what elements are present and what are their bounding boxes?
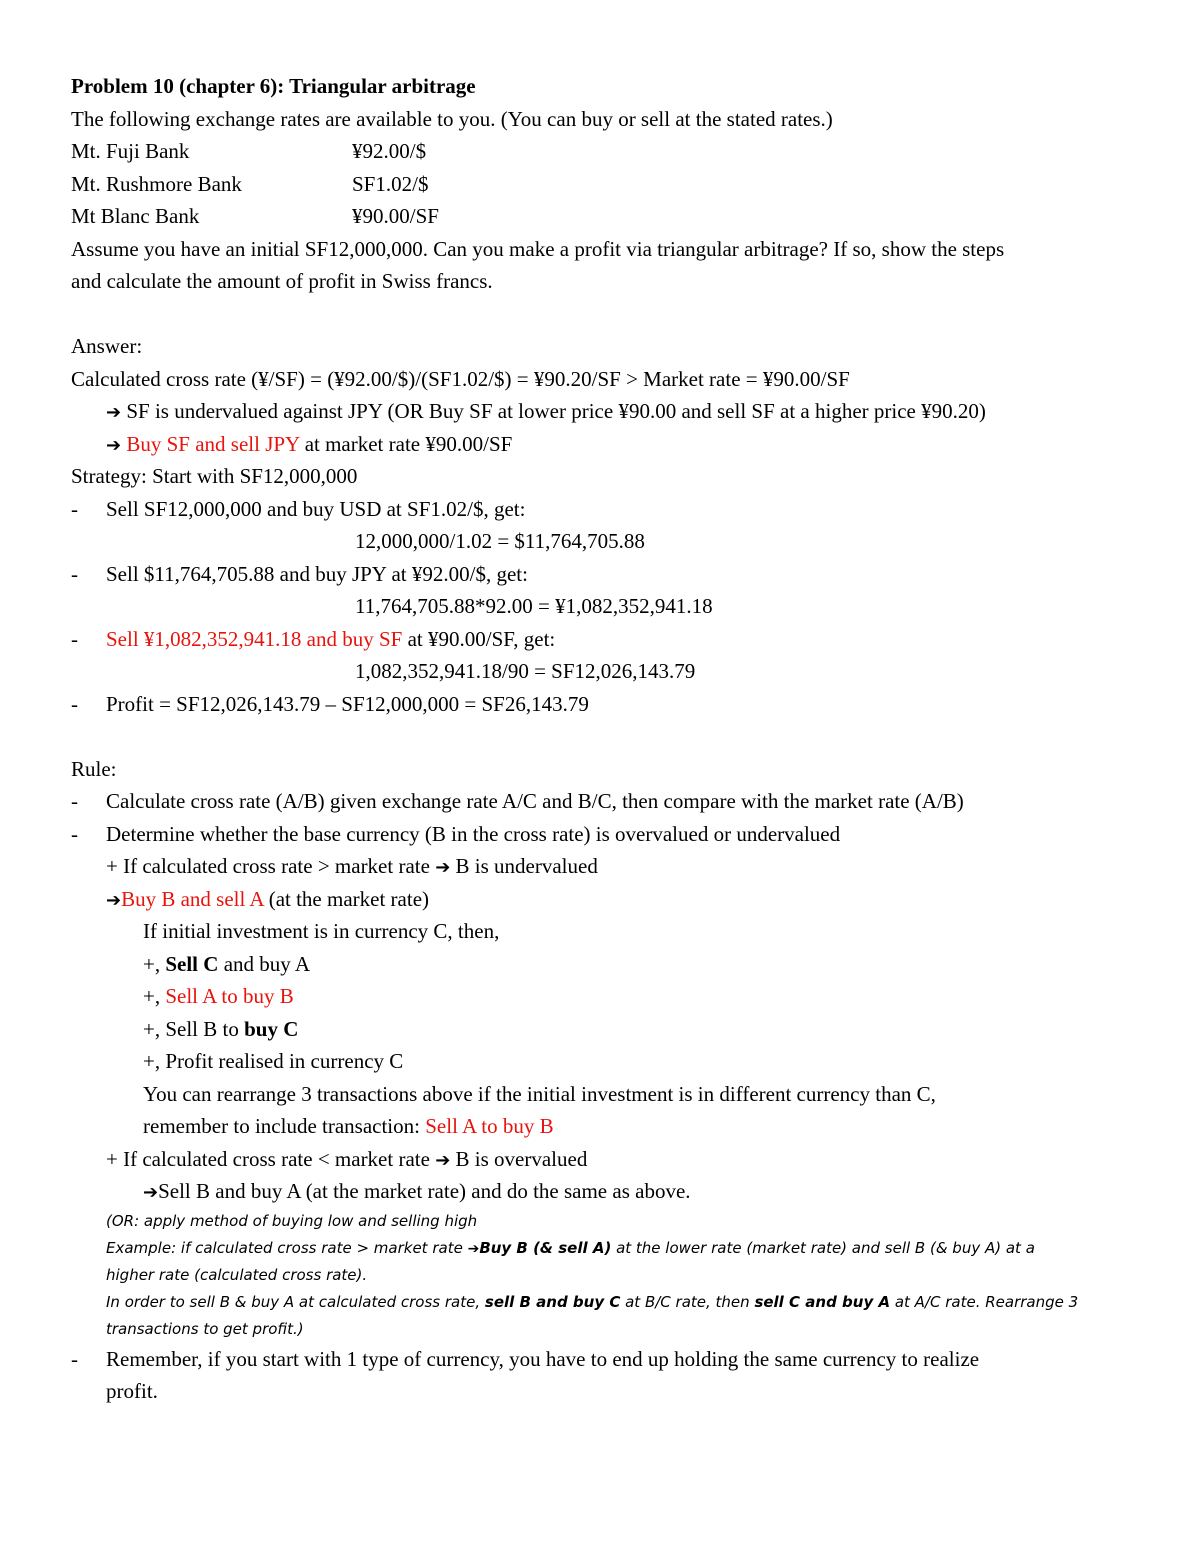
right-arrow-icon: ➔ <box>435 857 451 878</box>
right-arrow-icon: ➔ <box>143 1182 159 1203</box>
answer-label: Answer: <box>71 334 143 358</box>
bold-text: Buy B (& sell A) <box>479 1238 612 1257</box>
rule-2-text: Determine whether the base currency (B in the cross rate) is overvalued or undervalued <box>106 821 841 846</box>
bold-text: sell C and buy A <box>754 1292 891 1311</box>
transaction-text: Sell B to <box>165 1016 245 1041</box>
note-line-5: transactions to get profit.) <box>106 1319 304 1338</box>
arrow-line-1-text: SF is undervalued against JPY (OR Buy SF at lower price ¥90.00 and sell SF at a higher price ¥90.20) <box>126 399 986 423</box>
transaction-text: and buy A <box>218 951 311 976</box>
transaction-1 <box>71 948 1151 981</box>
list-dash: - <box>71 789 78 813</box>
highlight-text: Buy SF and sell JPY <box>126 431 300 456</box>
case-1-action-text: (at the market rate) <box>263 886 430 911</box>
right-arrow-icon: ➔ <box>467 1240 480 1257</box>
remember-line-2 <box>71 1375 1151 1408</box>
cross-rate-line: Calculated cross rate (¥/SF) = (¥92.00/$)/(SF1.02/$) = ¥90.20/SF > Market rate = ¥90.00/SF <box>71 366 850 391</box>
case-2-text: + If calculated cross rate < market rate <box>106 1146 436 1171</box>
highlight-text: Sell A to buy B <box>425 1114 554 1138</box>
list-dash: - <box>71 561 78 586</box>
transaction-text: Profit realised in currency C <box>165 1049 404 1073</box>
right-arrow-icon: ➔ <box>106 434 122 456</box>
right-arrow-icon: ➔ <box>106 402 122 423</box>
arrow-line-2 <box>71 428 1151 461</box>
arrow-line-2-text: at market rate ¥90.00/SF <box>299 431 513 456</box>
bank-name: Mt. Fuji Bank <box>71 139 190 163</box>
step-2-text: Sell $11,764,705.88 and buy JPY at ¥92.00/$, get: <box>106 561 528 586</box>
transaction-3 <box>71 1013 1151 1046</box>
bank-name: Mt. Rushmore Bank <box>71 171 242 196</box>
plus-prefix: +, <box>143 984 166 1008</box>
step-3-text: at ¥90.00/SF, get: <box>402 626 556 651</box>
plus-prefix: +, <box>143 951 166 976</box>
problem-title: Problem 10 (chapter 6): Triangular arbitrage <box>71 74 476 98</box>
spacer <box>71 720 1151 753</box>
document-page <box>71 70 1151 1408</box>
bank-rate: ¥90.00/SF <box>352 204 439 228</box>
step-4 <box>71 688 1151 721</box>
case-undervalued <box>71 850 1151 883</box>
spacer <box>71 298 1151 331</box>
rate-row-rushmore <box>71 168 1151 201</box>
note-line-3: higher rate (calculated cross rate). <box>106 1265 368 1284</box>
remember-text: profit. <box>106 1379 158 1403</box>
case-1-text: + If calculated cross rate > market rate <box>106 854 436 878</box>
bank-rate: ¥92.00/$ <box>352 139 427 163</box>
rule-1-text: Calculate cross rate (A/B) given exchange rate A/C and B/C, then compare with the market rate (A/B) <box>106 789 964 813</box>
rule-label: Rule: <box>71 756 117 781</box>
list-dash: - <box>71 691 78 716</box>
step-1-text: Sell SF12,000,000 and buy USD at SF1.02/$, get: <box>106 496 526 521</box>
note-text: at B/C rate, then <box>620 1292 755 1311</box>
note-text: at A/C rate. Rearrange 3 <box>890 1292 1079 1311</box>
note-line-2 <box>71 1235 1151 1262</box>
rule-2 <box>71 818 1151 851</box>
rate-row-fuji <box>71 135 1151 168</box>
rearrange-line-2 <box>71 1110 1151 1143</box>
case-2-action <box>71 1175 1151 1208</box>
rearrange-text: remember to include transaction: <box>143 1114 426 1138</box>
list-dash: - <box>71 1346 78 1371</box>
step-1-calc: 12,000,000/1.02 = $11,764,705.88 <box>355 529 645 553</box>
remember-line-1 <box>71 1343 1151 1376</box>
bank-rate: SF1.02/$ <box>352 171 429 196</box>
step-2-calc: 11,764,705.88*92.00 = ¥1,082,352,941.18 <box>355 594 713 618</box>
initial-c-line: If initial investment is in currency C, then, <box>143 919 500 943</box>
step-4-text: Profit = SF12,026,143.79 – SF12,000,000 = SF26,143.79 <box>106 691 589 716</box>
list-dash: - <box>71 821 78 846</box>
transaction-2 <box>71 980 1151 1013</box>
list-dash: - <box>71 626 78 651</box>
case-1-action <box>71 883 1151 916</box>
step-1 <box>71 493 1151 526</box>
case-2-action-text: Sell B and buy A (at the market rate) and do the same as above. <box>158 1179 691 1203</box>
rate-row-blanc <box>71 200 1151 233</box>
plus-prefix: +, <box>143 1049 166 1073</box>
strategy-line: Strategy: Start with SF12,000,000 <box>71 464 358 488</box>
note-text: Example: if calculated cross rate > market rate <box>106 1238 468 1257</box>
note-text: at the lower rate (market rate) and sell B (& buy A) at a <box>611 1238 1035 1257</box>
note-line-1: (OR: apply method of buying low and selling high <box>106 1211 478 1230</box>
note-line-4 <box>71 1289 1151 1316</box>
right-arrow-icon: ➔ <box>106 889 122 911</box>
step-3 <box>71 623 1151 656</box>
note-text: In order to sell B & buy A at calculated cross rate, <box>106 1292 485 1311</box>
question-line-1: Assume you have an initial SF12,000,000. Can you make a profit via triangular arbitrage? If so, show the steps <box>71 236 1005 261</box>
question-line-2: and calculate the amount of profit in Swiss francs. <box>71 269 493 293</box>
intro-text: The following exchange rates are available to you. (You can buy or sell at the stated rates.) <box>71 106 833 131</box>
step-2 <box>71 558 1151 591</box>
transaction-4 <box>71 1045 1151 1078</box>
bold-text: sell B and buy C <box>484 1292 621 1311</box>
case-1-result: B is undervalued <box>450 854 598 878</box>
case-2-result: B is overvalued <box>450 1146 588 1171</box>
right-arrow-icon: ➔ <box>435 1149 451 1171</box>
highlight-text: Sell ¥1,082,352,941.18 and buy SF <box>106 626 403 651</box>
plus-prefix: +, <box>143 1016 166 1041</box>
bold-text: buy C <box>244 1016 299 1041</box>
step-3-calc: 1,082,352,941.18/90 = SF12,026,143.79 <box>355 659 696 683</box>
bold-text: Sell C <box>165 951 219 976</box>
bank-name: Mt Blanc Bank <box>71 204 200 228</box>
arrow-line-1 <box>71 395 1151 428</box>
case-overvalued <box>71 1143 1151 1176</box>
rule-1 <box>71 785 1151 818</box>
highlight-text: Sell A to buy B <box>165 984 294 1008</box>
remember-text: Remember, if you start with 1 type of currency, you have to end up holding the same currency to realize <box>106 1346 980 1371</box>
rearrange-line-1: You can rearrange 3 transactions above if the initial investment is in different currency than C, <box>143 1081 936 1106</box>
list-dash: - <box>71 496 78 521</box>
highlight-text: Buy B and sell A <box>121 886 264 911</box>
